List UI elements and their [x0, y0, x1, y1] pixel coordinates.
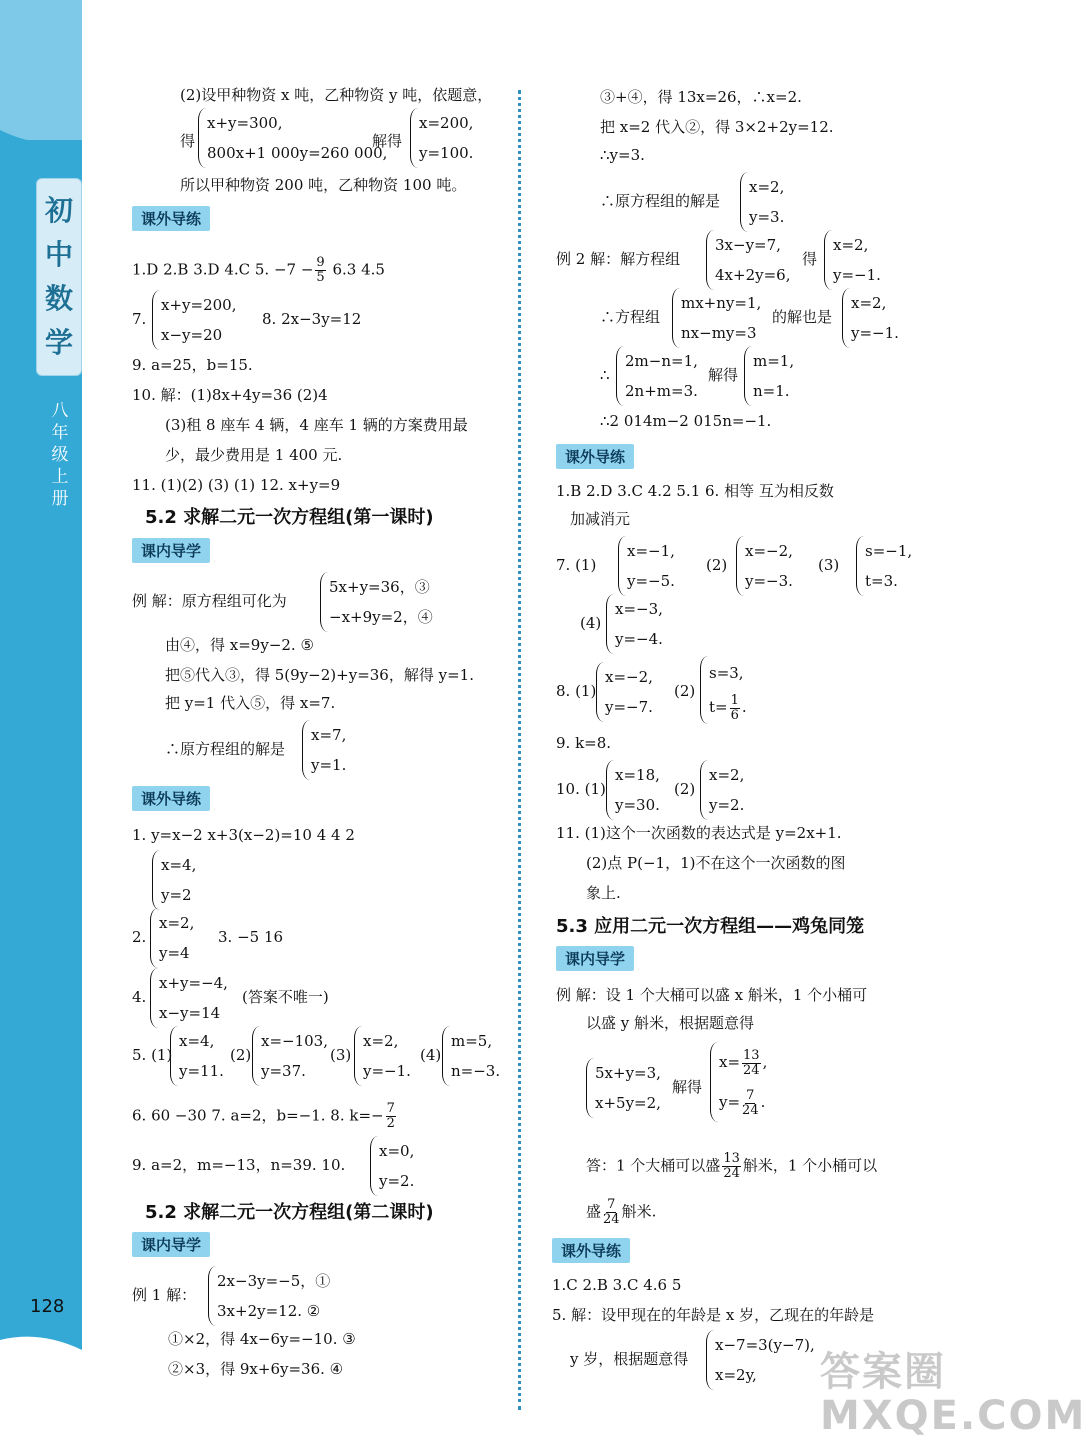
numerator: 1	[730, 692, 739, 708]
eq: 2x−3y=−5，①	[217, 1272, 331, 1290]
numerator: 7	[607, 1197, 616, 1212]
eq-text: t=	[709, 698, 728, 716]
eq: x=4,	[161, 856, 197, 874]
eq: 2n+m=3.	[625, 382, 698, 400]
answer-text: 1.D 2.B 3.D 4.C 5. −7 −	[132, 260, 314, 279]
answer-line: y 岁，根据题意得	[570, 1350, 689, 1368]
answer-line	[132, 256, 385, 285]
eq: x=−2,	[745, 542, 793, 560]
fraction	[603, 1198, 620, 1227]
equation-system	[700, 760, 744, 820]
answer-line: 1.B 2.D 3.C 4.2 5.1 6. 相等 互为相反数	[556, 482, 834, 500]
text-line: ③+④，得 13x=26，∴x=2.	[600, 88, 802, 106]
example-line: 例 解：原方程组可化为	[132, 592, 287, 610]
equation-system	[856, 536, 912, 596]
eq: x=0,	[379, 1142, 415, 1160]
numerator: 7	[386, 1101, 395, 1116]
eq: x=4,	[179, 1032, 215, 1050]
answer-text: 6. 60 −30 7. a=2，b=−1. 8. k=−	[132, 1106, 384, 1125]
eq: x=−3,	[615, 600, 663, 618]
answer-label: (3)	[330, 1046, 352, 1064]
numerator: 9	[316, 255, 325, 270]
denominator: 24	[603, 1212, 620, 1227]
eq: mx+ny=1,	[681, 294, 762, 312]
equation-system	[170, 1026, 224, 1086]
answer-line: 11. (1)这个一次函数的表达式是 y=2x+1.	[556, 824, 842, 842]
equation-system	[302, 720, 346, 780]
eq: 3x−y=7,	[715, 236, 781, 254]
section-tag: 课外导练	[132, 206, 210, 231]
eq: m=5,	[451, 1032, 493, 1050]
sidebar-wave-decoration	[0, 110, 82, 170]
eq-text: y=	[719, 1093, 741, 1111]
eq: y=2	[161, 886, 192, 904]
eq: 2m−n=1,	[625, 352, 698, 370]
denominator: 24	[742, 1102, 759, 1118]
eq: y=37.	[261, 1062, 306, 1080]
text: 斛米，1 个小桶可以	[742, 1156, 878, 1175]
denominator: 5	[316, 270, 325, 285]
example-line	[586, 1152, 877, 1181]
equation-system	[700, 656, 747, 724]
equation-system	[198, 108, 387, 168]
example-line: ①×2，得 4x−6y=−10. ③	[168, 1330, 356, 1348]
eq: t= $\frac{1}{6}$ .	[709, 692, 747, 723]
fraction	[722, 1152, 741, 1181]
equation-system	[618, 536, 675, 596]
section-heading: 5.2 求解二元一次方程组(第二课时)	[145, 1202, 434, 1223]
answer-label: (4)	[420, 1046, 442, 1064]
page-number: 128	[30, 1296, 65, 1317]
equation-system	[320, 572, 433, 632]
equation-system	[616, 346, 698, 406]
eq: y=−4.	[615, 630, 663, 648]
equation-system	[208, 1266, 330, 1326]
denominator: 2	[386, 1116, 395, 1131]
answer-label: (2)	[230, 1046, 252, 1064]
eq: x=7,	[311, 726, 347, 744]
equation-system	[744, 346, 794, 406]
eq: n=−3.	[451, 1062, 501, 1080]
answer-line: 象上.	[586, 884, 621, 902]
answer-line: 9. a=2，m=−13，n=39. 10.	[132, 1156, 346, 1174]
eq-text: x=	[719, 1053, 741, 1071]
answer-label: 5. (1)	[132, 1046, 173, 1064]
equation-system	[150, 968, 228, 1028]
answer-label: (3)	[818, 556, 840, 574]
eq: x=2,	[709, 766, 745, 784]
eq: x= $\frac{13}{24}$ ,	[719, 1047, 768, 1078]
eq: y=−1.	[851, 324, 899, 342]
text-line: 得	[180, 132, 196, 150]
equation-system	[252, 1026, 328, 1086]
answer-label: 2.	[132, 928, 147, 946]
section-tag: 课外导练	[552, 1238, 630, 1263]
answer-line: 5. 解：设甲现在的年龄是 x 岁，乙现在的年龄是	[552, 1306, 875, 1324]
equation-system	[706, 230, 790, 290]
answer-label: (2)	[706, 556, 728, 574]
equation-system	[152, 290, 236, 350]
eq: y=2.	[709, 796, 745, 814]
text-line: ∴2 014m−2 015n=−1.	[600, 412, 772, 430]
numerator: 7	[746, 1087, 755, 1103]
eq: y=−7.	[605, 698, 653, 716]
title-char: 中	[44, 238, 73, 271]
eq: 4x+2y=6,	[715, 266, 791, 284]
equation-system	[824, 230, 881, 290]
eq: x=2,	[851, 294, 887, 312]
text-line: 的解也是	[772, 308, 833, 326]
section-heading: 5.2 求解二元一次方程组(第一课时)	[145, 507, 434, 528]
example-line	[586, 1198, 656, 1227]
answer-line: 1. y=x−2 x+3(x−2)=10 4 4 2	[132, 826, 355, 844]
answer-label: (2)	[674, 780, 696, 798]
text: 斛米.	[621, 1202, 657, 1221]
eq: y=−5.	[627, 572, 675, 590]
eq: x=−1,	[627, 542, 675, 560]
answer-label: 4.	[132, 988, 147, 1006]
book-title	[36, 178, 82, 376]
text-line: 把 x=2 代入②，得 3×2+2y=12.	[600, 118, 834, 136]
eq: m=1,	[753, 352, 795, 370]
eq: y=4	[159, 944, 190, 962]
equation-system	[842, 288, 899, 348]
eq: y=3.	[749, 208, 785, 226]
text-line: ∴	[600, 366, 610, 384]
answer-line	[132, 1102, 398, 1131]
example-line: 例 2 解：解方程组	[556, 250, 681, 268]
answer-line: 10. 解：(1)8x+4y=36 (2)4	[132, 386, 328, 404]
eq: y=1.	[311, 756, 347, 774]
eq: s=3,	[709, 664, 744, 682]
column-divider	[518, 90, 521, 1410]
example-line: 由④，得 x=9y−2. ⑤	[165, 636, 314, 654]
eq: x=18,	[615, 766, 660, 784]
eq: −x+9y=2，④	[329, 608, 433, 626]
eq: x=200,	[419, 114, 474, 132]
equation-system	[150, 908, 194, 968]
text-line: 得	[802, 250, 818, 268]
equation-system	[586, 1058, 661, 1118]
eq: x=2,	[363, 1032, 399, 1050]
eq: x−7=3(y−7),	[715, 1336, 815, 1354]
equation-system	[152, 850, 196, 910]
eq: t=3.	[865, 572, 898, 590]
eq: 5x+y=36，③	[329, 578, 430, 596]
eq: y=100.	[419, 144, 474, 162]
eq: x+y=200,	[161, 296, 237, 314]
eq: x+y=−4,	[159, 974, 228, 992]
eq: 5x+y=3,	[595, 1064, 661, 1082]
bottom-wave-decoration	[0, 1330, 82, 1435]
answer-label: (2)	[674, 682, 696, 700]
eq: x−y=20	[161, 326, 223, 344]
eq: y=−1.	[363, 1062, 411, 1080]
sidebar	[0, 0, 82, 1435]
equation-system	[736, 536, 793, 596]
denominator: 24	[723, 1166, 740, 1181]
text-line: ∴原方程组的解是	[600, 192, 721, 210]
section-tag: 课内导学	[132, 1232, 210, 1257]
example-line: ②×3，得 9x+6y=36. ④	[168, 1360, 344, 1378]
text-line: 解得	[708, 366, 739, 384]
title-char: 学	[44, 326, 73, 359]
numerator: 13	[723, 1151, 740, 1166]
title-char: 初	[44, 194, 73, 227]
answer-text: 8. 2x−3y=12	[262, 310, 362, 328]
answer-label: (4)	[580, 614, 602, 632]
text-line: 所以甲种物资 200 吨，乙种物资 100 吨。	[180, 176, 467, 194]
eq: 800x+1 000y=260 000,	[207, 144, 388, 162]
answer-line: 9. a=25，b=15.	[132, 356, 253, 374]
eq: x=2y,	[715, 1366, 757, 1384]
example-line: 例 解：设 1 个大桶可以盛 x 斛米，1 个小桶可	[556, 986, 868, 1004]
eq: x=2,	[833, 236, 869, 254]
answer-text: (答案不唯一)	[242, 988, 329, 1006]
section-heading: 5.3 应用二元一次方程组——鸡兔同笼	[556, 916, 865, 937]
title-char: 数	[44, 282, 73, 315]
section-tag: 课外导练	[556, 444, 634, 469]
answer-text: 3. −5 16	[218, 928, 284, 946]
fraction	[386, 1102, 396, 1131]
equation-system	[710, 1042, 767, 1122]
eq: y=−1.	[833, 266, 881, 284]
text-line: (2)设甲种物资 x 吨，乙种物资 y 吨，依题意，	[180, 86, 493, 104]
eq: x+5y=2,	[595, 1094, 661, 1112]
answer-line: 加减消元	[570, 510, 631, 528]
equation-system	[740, 172, 784, 232]
answer-line: 1.C 2.B 3.C 4.6 5	[552, 1276, 682, 1294]
answer-label: 7. (1)	[556, 556, 597, 574]
fraction	[315, 256, 325, 285]
eq: 3x+2y=12. ②	[217, 1302, 321, 1320]
section-tag: 课内导学	[132, 538, 210, 563]
answer-line: 11. (1)(2) (3) (1) 12. x+y=9	[132, 476, 341, 494]
denominator: 6	[730, 707, 739, 723]
eq: x=2,	[749, 178, 785, 196]
answer-text: 6.3 4.5	[327, 260, 385, 279]
text: 盛	[586, 1202, 602, 1221]
denominator: 24	[743, 1062, 760, 1078]
answer-line: (3)租 8 座车 4 辆，4 座车 1 辆的方案费用最	[165, 416, 468, 434]
watermark-text: 答案圈 MXQE.COM	[820, 1349, 1086, 1439]
example-line: 把 y=1 代入⑤，得 x=7.	[165, 694, 336, 712]
answer-line: 少，最少费用是 1 400 元.	[165, 446, 343, 464]
watermark	[820, 1350, 1086, 1438]
text-line: 解得	[672, 1078, 703, 1096]
eq: n=1.	[753, 382, 790, 400]
eq: x=−103,	[261, 1032, 328, 1050]
eq: x+y=300,	[207, 114, 283, 132]
text-line: ∴y=3.	[600, 146, 645, 164]
example-line: ∴原方程组的解是	[165, 740, 286, 758]
text-line: ∴方程组	[600, 308, 661, 326]
equation-system	[370, 1136, 414, 1196]
eq: x−y=14	[159, 1004, 221, 1022]
eq: y=30.	[615, 796, 660, 814]
eq: x=2,	[159, 914, 195, 932]
example-line: 以盛 y 斛米，根据题意得	[586, 1014, 755, 1032]
fraction	[730, 694, 740, 723]
section-tag: 课外导练	[132, 786, 210, 811]
eq: y= $\frac{7}{24}$ .	[719, 1087, 766, 1118]
equation-system	[410, 108, 473, 168]
eq: x=−2,	[605, 668, 653, 686]
fraction	[742, 1089, 759, 1118]
equation-system	[606, 594, 663, 654]
example-line: 例 1 解：	[132, 1286, 197, 1304]
numerator: 13	[743, 1047, 760, 1063]
equation-system	[442, 1026, 500, 1086]
equation-system	[606, 760, 660, 820]
fraction	[742, 1049, 761, 1078]
answer-label: 7.	[132, 310, 147, 328]
text-line: 解得	[372, 132, 403, 150]
text: 答：1 个大桶可以盛	[586, 1156, 721, 1175]
example-line: 把⑤代入③，得 5(9y−2)+y=36，解得 y=1.	[165, 666, 474, 684]
section-tag: 课内导学	[556, 946, 634, 971]
equation-system	[354, 1026, 411, 1086]
answer-line: 9. k=8.	[556, 734, 612, 752]
eq: nx−my=3	[681, 324, 757, 342]
answer-label: 10. (1)	[556, 780, 606, 798]
grade-label: 八年级上册	[51, 401, 69, 509]
eq: s=−1,	[865, 542, 913, 560]
equation-system	[706, 1330, 815, 1390]
eq: y=11.	[179, 1062, 224, 1080]
answer-line: (2)点 P(−1，1)不在这个一次函数的图	[586, 854, 846, 872]
answer-label: 8. (1)	[556, 682, 597, 700]
equation-system	[672, 288, 761, 348]
eq: y=2.	[379, 1172, 415, 1190]
equation-system	[596, 662, 653, 722]
eq: y=−3.	[745, 572, 793, 590]
